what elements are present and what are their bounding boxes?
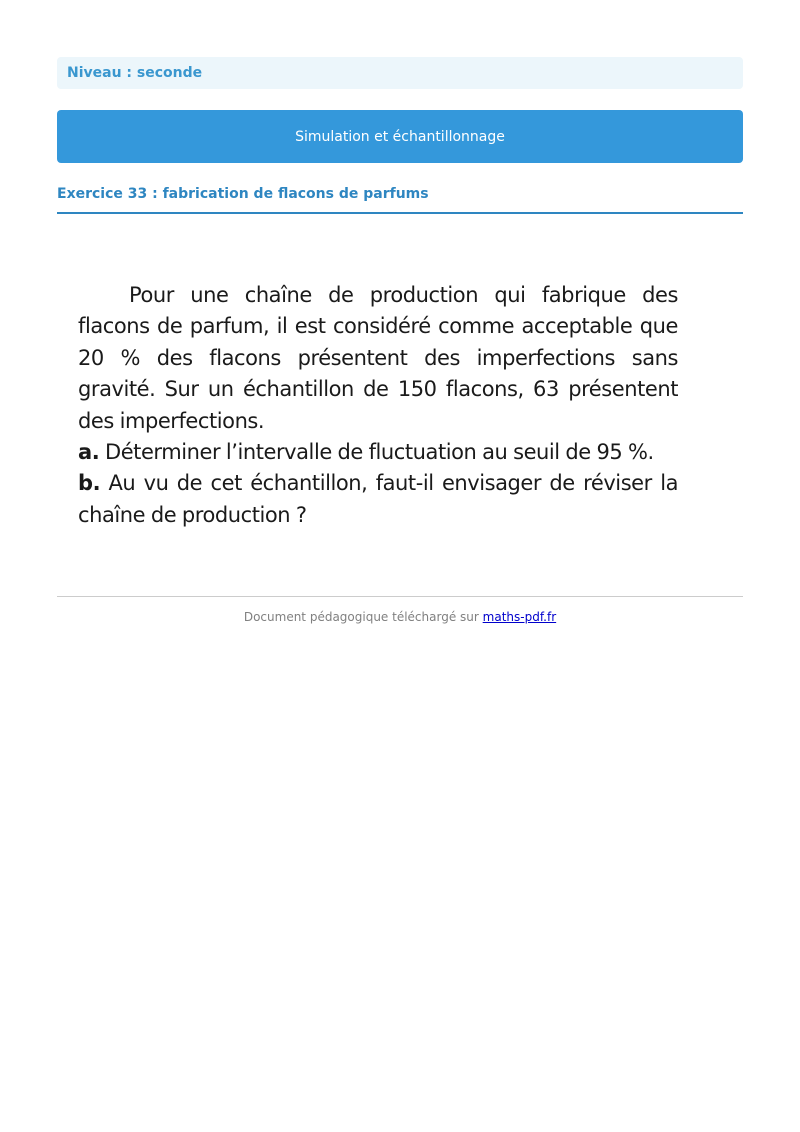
footer-divider: [57, 596, 743, 597]
question-b: [78, 468, 678, 531]
level-bar: [57, 57, 743, 89]
exercise-intro: Pour une chaîne de production qui fabrique des flacons de parfum, il est considéré comme acceptable que 20 % des flacons présentent des imperfections sans gravité. Sur un échantillon de 150 flacons, 63 présentent des imperfections.: [78, 283, 678, 433]
question-b-letter: b.: [78, 471, 101, 496]
exercise-statement: [78, 280, 678, 531]
footer: [57, 610, 743, 624]
footer-site-link[interactable]: maths-pdf.fr: [482, 610, 557, 624]
question-a-letter: a.: [78, 440, 100, 465]
question-b-text: Au vu de cet échantillon, faut-il envisager de réviser la chaîne de production ?: [78, 471, 678, 527]
question-a: [78, 437, 678, 468]
footer-text: Document pédagogique téléchargé sur: [243, 610, 479, 624]
topic-banner: [57, 110, 743, 163]
level-label: Niveau : seconde: [67, 65, 203, 81]
topic-title: Simulation et échantillonnage: [295, 128, 505, 145]
exercise-title: Exercice 33 : fabrication de flacons de parfums: [57, 186, 743, 214]
question-a-text: Déterminer l’intervalle de fluctuation au seuil de 95 %.: [104, 440, 654, 465]
